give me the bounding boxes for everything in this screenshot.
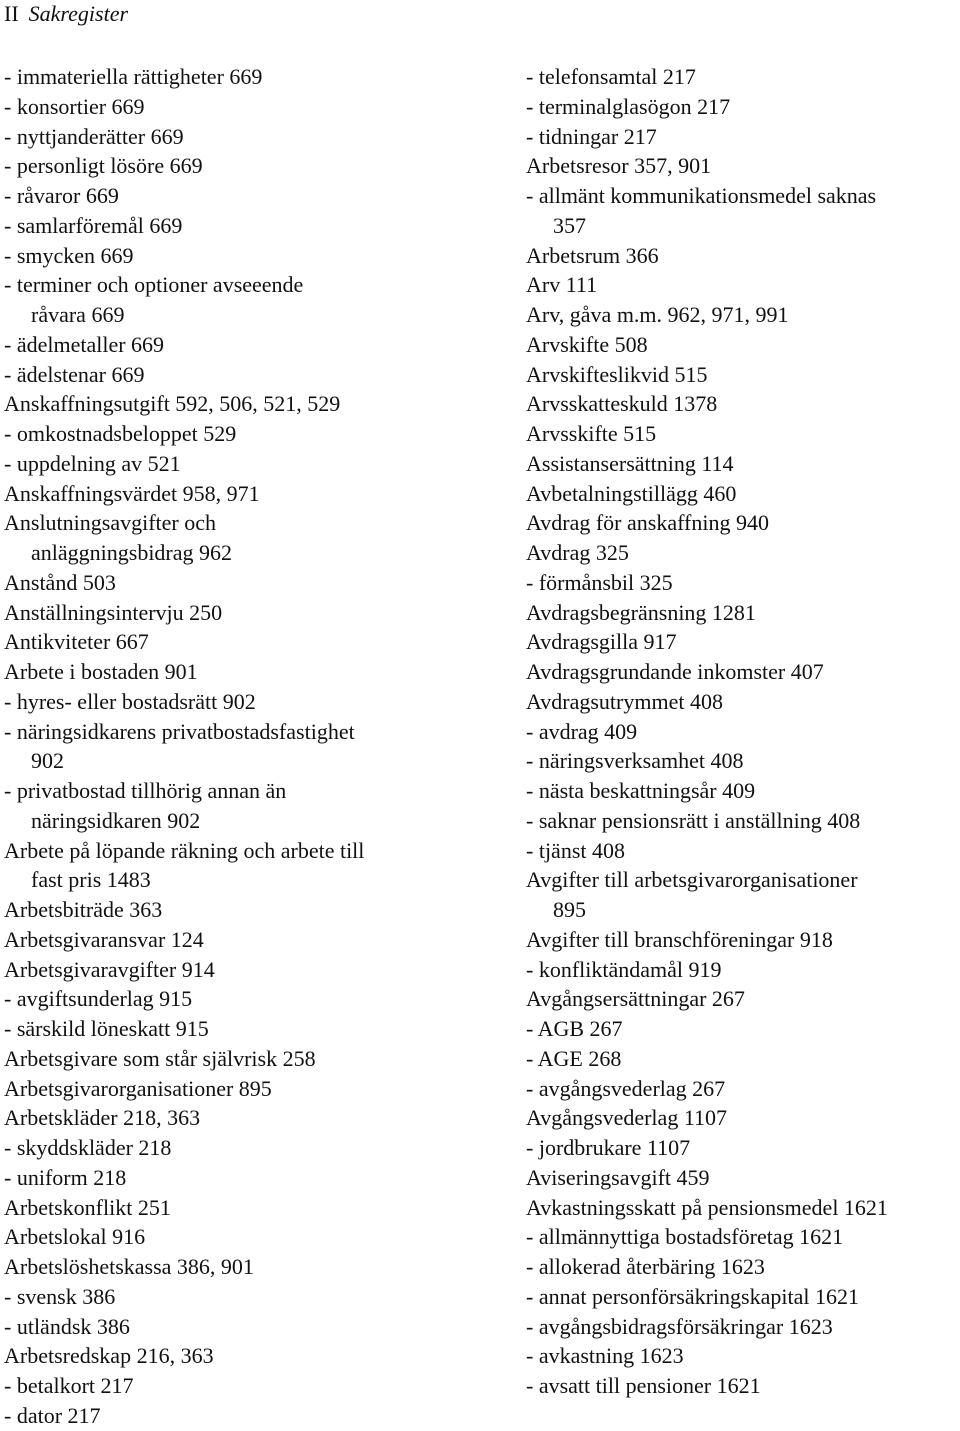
index-entry: Arbetsresor 357, 901 — [526, 153, 712, 179]
index-column-right — [526, 62, 960, 1401]
index-entry-continuation: näringsidkaren 902 — [31, 807, 201, 833]
index-entry: Anställningsintervju 250 — [4, 599, 223, 625]
index-entry: Arbetskonflikt 251 — [4, 1194, 171, 1220]
index-entry: - terminer och optioner avseeende — [4, 272, 304, 298]
index-entry: Avdragsutrymmet 408 — [526, 688, 723, 714]
index-entry: - uppdelning av 521 — [4, 450, 181, 476]
index-entry: Avgifter till branschföreningar 918 — [526, 926, 833, 952]
index-entry: Arvsskatteskuld 1378 — [526, 391, 718, 417]
index-entry: - avgångsvederlag 267 — [526, 1075, 726, 1101]
index-entry: Aviseringsavgift 459 — [526, 1164, 710, 1190]
index-entry: - jordbrukare 1107 — [526, 1135, 691, 1160]
index-entry: Arvsskifte 515 — [526, 421, 657, 446]
index-entry: Arbete på löpande räkning och arbete till — [4, 837, 365, 863]
index-entry-continuation: 902 — [31, 748, 64, 774]
index-entry-continuation: 357 — [553, 212, 586, 238]
index-entry: Avbetalningstillägg 460 — [526, 480, 737, 506]
index-entry: - uniform 218 — [4, 1164, 127, 1190]
index-entry: - allmännyttiga bostadsföretag 1621 — [526, 1224, 844, 1250]
index-entry: Arbetskläder 218, 363 — [4, 1105, 201, 1131]
index-entry: - telefonsamtal 217 — [526, 64, 696, 89]
index-entry: - förmånsbil 325 — [526, 569, 673, 595]
index-entry-continuation: 895 — [553, 897, 586, 922]
index-entry: Avdragsgrundande inkomster 407 — [526, 659, 824, 684]
index-entry: - näringsidkarens privatbostadsfastighet — [4, 718, 355, 744]
index-entry: Antikviteter 667 — [4, 629, 149, 655]
index-entry: - allokerad återbäring 1623 — [526, 1254, 765, 1279]
index-entry: Arvskifteslikvid 515 — [526, 361, 708, 387]
index-entry: Avdragsbegränsning 1281 — [526, 599, 756, 625]
index-entry: - AGE 268 — [526, 1045, 622, 1071]
index-entry: - avkastning 1623 — [526, 1343, 684, 1369]
index-entry: Avgifter till arbetsgivarorganisationer — [526, 867, 858, 893]
index-entry-continuation: råvara 669 — [31, 302, 125, 327]
index-entry: Avdrag för anskaffning 940 — [526, 510, 769, 536]
index-entry: - konfliktändamål 919 — [526, 956, 722, 982]
index-entry: - saknar pensionsrätt i anställning 408 — [526, 807, 861, 833]
index-entry: Arbetsgivaransvar 124 — [4, 926, 204, 952]
index-entry: - samlarföremål 669 — [4, 212, 183, 238]
index-entry: Arbetsredskap 216, 363 — [4, 1343, 214, 1369]
index-entry: - privatbostad tillhörig annan än — [4, 778, 287, 803]
index-entry: Anslutningsavgifter och — [4, 510, 217, 536]
index-entry: - skyddskläder 218 — [4, 1135, 172, 1160]
index-entry: - avdrag 409 — [526, 718, 638, 744]
index-entry: - nyttjanderätter 669 — [4, 123, 184, 149]
index-entry: Arbete i bostaden 901 — [4, 659, 198, 684]
index-entry: - dator 217 — [4, 1402, 101, 1428]
index-entry: Avgångsersättningar 267 — [526, 986, 745, 1012]
index-entry: - näringsverksamhet 408 — [526, 748, 744, 774]
index-entry: Arbetsrum 366 — [526, 242, 659, 268]
index-entry: - svensk 386 — [4, 1283, 116, 1309]
index-entry: - omkostnadsbeloppet 529 — [4, 421, 237, 446]
index-entry: Avgångsvederlag 1107 — [526, 1105, 727, 1131]
index-entry: - konsortier 669 — [4, 93, 145, 119]
index-entry: - immateriella rättigheter 669 — [4, 64, 263, 89]
index-entry: Arvskifte 508 — [526, 331, 648, 357]
index-entry: - smycken 669 — [4, 242, 134, 268]
page-header — [4, 0, 128, 28]
index-entry: - hyres- eller bostadsrätt 902 — [4, 688, 256, 714]
index-entry: Arv 111 — [526, 272, 598, 298]
index-entry: - råvaror 669 — [4, 183, 119, 208]
index-entry: Anstånd 503 — [4, 569, 116, 595]
index-entry: - avgångsbidragsförsäkringar 1623 — [526, 1313, 833, 1339]
index-entry: - tjänst 408 — [526, 837, 625, 863]
index-entry: - utländsk 386 — [4, 1313, 130, 1339]
index-entry-continuation: anläggningsbidrag 962 — [31, 540, 233, 565]
index-entry: Arbetslokal 916 — [4, 1224, 146, 1250]
index-entry: - allmänt kommunikationsmedel saknas — [526, 183, 877, 208]
index-entry: Assistansersättning 114 — [526, 450, 734, 476]
index-entry: Arbetslöshetskassa 386, 901 — [4, 1254, 254, 1279]
index-entry: - betalkort 217 — [4, 1373, 134, 1398]
index-entry: - nästa beskattningsår 409 — [526, 778, 756, 803]
index-entry: - avgiftsunderlag 915 — [4, 986, 193, 1012]
index-entry: Avkastningsskatt på pensionsmedel 1621 — [526, 1194, 888, 1220]
section-title: Sakregister — [28, 1, 129, 26]
index-entry: - tidningar 217 — [526, 123, 657, 149]
index-column-left — [4, 62, 484, 1431]
index-entry: Arv, gåva m.m. 962, 971, 991 — [526, 302, 789, 327]
index-entry: - särskild löneskatt 915 — [4, 1016, 209, 1041]
index-entry: Arbetsbiträde 363 — [4, 897, 163, 922]
index-entry: - ädelstenar 669 — [4, 361, 145, 387]
index-entry: - terminalglasögon 217 — [526, 93, 731, 119]
index-entry: - AGB 267 — [526, 1016, 623, 1041]
index-entry: - ädelmetaller 669 — [4, 331, 165, 357]
index-entry: Arbetsgivare som står självrisk 258 — [4, 1045, 316, 1071]
index-entry: Arbetsgivaravgifter 914 — [4, 956, 215, 982]
index-entry: - annat personförsäkringskapital 1621 — [526, 1283, 859, 1309]
index-entry-continuation: fast pris 1483 — [31, 867, 151, 893]
index-entry: - avsatt till pensioner 1621 — [526, 1373, 761, 1398]
index-entry: Arbetsgivarorganisationer 895 — [4, 1075, 272, 1101]
index-entry: Avdrag 325 — [526, 540, 629, 565]
index-entry: Anskaffningsvärdet 958, 971 — [4, 480, 260, 506]
index-entry: Avdragsgilla 917 — [526, 629, 677, 655]
index-entry: Anskaffningsutgift 592, 506, 521, 529 — [4, 391, 341, 417]
section-numeral: II — [4, 1, 19, 26]
index-entry: - personligt lösöre 669 — [4, 153, 203, 179]
